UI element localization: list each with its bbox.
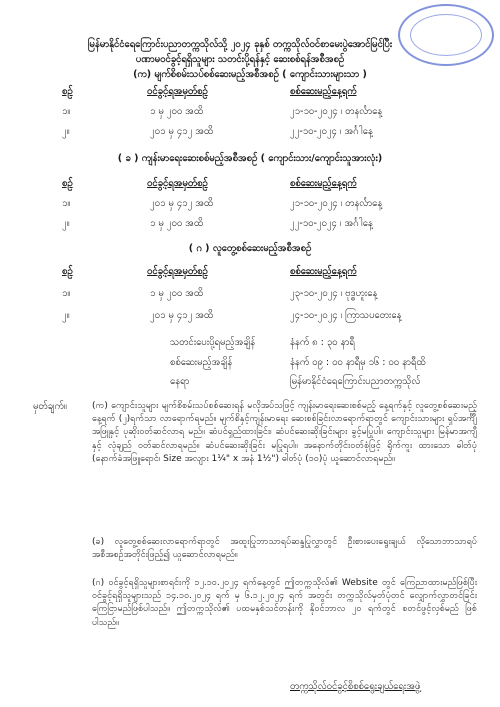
notes-heading: မှတ်ချက်။ [33,401,67,412]
section-a-header-no: စဉ် [62,86,73,97]
header-line-2: ပဏာမဝင်ခွင့်ရရှိသူများ သတင်းပို့ရန်နှင့် ဆေးစစ်ရန်အစီအစဉ် [135,54,345,65]
exam-time-value: နံနက် ၀၉ : ၀၀ နာရီမှ ၁၆ : ၀၀ နာရီထိ [290,357,426,368]
section-c-row-2-range: ၂၀၁ မှ ၄၁၂ အထိ [150,310,214,321]
exam-time-label: စစ်ဆေးမည့်အချိန် [170,357,233,368]
section-c-row-2-date: ၂၄-၁၀-၂၀၂၄ ၊ ကြာသပတေးနေ့ [290,310,402,321]
section-c-header-range: ဝင်ခွင့်ရအမှတ်စဉ် [147,266,208,277]
section-c-row-1-date: ၂၃-၁၀-၂၀၂၄ ၊ ဗုဒ္ဓဟူးနေ့ [290,288,378,299]
section-c-row-1-range: ၁ မှ ၂၀၀ အထိ [150,288,204,299]
section-a-row-1-range: ၁ မှ ၂၀၀ အထိ [150,106,204,117]
section-b-row-1-date: ၂၁-၁၀-၂၀၂၄ ၊ တနင်္လာနေ့ [290,198,383,209]
section-c-row-1-no: ၁။ [62,288,71,299]
section-a-row-1-date: ၂၁-၁၀-၂၀၂၄ ၊ တနင်္လာနေ့ [290,106,383,117]
section-b-row-1-range: ၂၀၁ မှ ၄၁၂ အထိ [150,198,214,209]
venue-label: နေရာ [170,376,190,387]
section-a-row-2-range: ၂၀၁ မှ ၄၁၂ အထိ [150,126,214,137]
section-c-header-no: စဉ် [62,266,73,277]
section-c-header-date: စစ်ဆေးမည့်နေ့ရက် [290,266,357,277]
header-line-1: မြန်မာနိုင်ငံရေကြောင်းပညာတက္ကသိုလ်သို့ ၂၀၂၄ ခုနှစ် တက္ကသိုလ်ဝင်စာမေးပွဲအောင်မြင်ပြီး [87,39,393,50]
committee-signature: တက္ကသိုလ်ဝင်ခွင့်စိစစ်ရွေးချယ်ရေးအဖွဲ့ [290,681,421,692]
section-b-title: ( ခ ) ကျန်းမာရေးဆေးစစ်မည့်အစီအစဉ် ( ကျောင်းသား/ကျောင်းသူအားလုံး) [117,153,383,164]
section-b-row-2-range: ၁ မှ ၂၀၀ အထိ [150,218,204,229]
note-item-b: (ခ) လူတွေ့စစ်ဆေးလာရောက်ရာတွင် အထူးပြုဘာသာရပ်ဆန္ဒပြုလွှာတွင် ဦးစားပေးရွေးချယ် လိုသောဘာသာရပ်အစီအစဉ်အတိုင်းဖြည့်၍ ယူဆောင်လာရမည်။ [92,537,477,561]
section-b-header-range: ဝင်ခွင့်ရအမှတ်စဉ် [147,178,208,189]
section-a-row-2-no: ၂။ [62,126,70,137]
report-time-value: နံနက် ၈ : ၃၀ နာရီ [290,337,355,348]
report-time-label: သတင်းပေးပို့ရမည့်အချိန် [170,337,256,348]
section-b-row-1-no: ၁။ [62,198,71,209]
section-b-row-2-no: ၂။ [62,218,70,229]
section-b-row-2-date: ၂၂-၁၀-၂၀၂၄ ၊ အင်္ဂါနေ့ [290,218,373,229]
section-a-row-2-date: ၂၂-၁၀-၂၀၂၄ ၊ အင်္ဂါနေ့ [290,126,373,137]
section-c-title: ( ဂ ) လူတွေ့စစ်ဆေးမည့်အစီအစဉ် [188,243,312,254]
venue-value: မြန်မာနိုင်ငံရေကြောင်းပညာတက္ကသိုလ် [290,376,421,387]
section-c-row-2-no: ၂။ [62,310,70,321]
section-a-header-range: ဝင်ခွင့်ရအမှတ်စဉ် [147,86,208,97]
section-a-header-date: စစ်ဆေးမည့်နေ့ရက် [290,86,357,97]
section-b-header-no: စဉ် [62,178,73,189]
note-item-c: (ဂ) ဝင်ခွင့်ရရှိသူများစာရင်းကို ၁၂.၁၀.၂၀၂၄ ရက်နေ့တွင် ဤတက္ကသိုလ်၏ Website တွင် ကြေညာထားမည်ဖြစ်ပြီး ဝင်ခွင့်ရရှိသူများသည် ၁၄.၁၀.၂၀၂၄ ရက် မှ ၆.၁၂.၂၀၂၄ ရက် အတွင်း တက္ကသိုလ်မှတ်ပုံတင် လျှောက်လွှာတင်ခြင်း ကြေငြာမည်ဖြစ်ပါသည်။ ဤတက္ကသိုလ်၏ ပထမနှစ်သင်တန်းကို နိုဝင်ဘာလ ၂၀ ရက်တွင် စတင်ဖွင့်လှစ်မည် ဖြစ်ပါသည်။ [92,578,477,628]
section-a-row-1-no: ၁။ [62,106,71,117]
seal-inner-ring [410,14,482,56]
section-b-header-date: စစ်ဆေးမည့်နေ့ရက် [290,178,357,189]
section-a-title: (က) မျက်စိစမ်းသပ်စစ်ဆေးမည့်အစီအစဉ် ( ကျောင်းသားများသာ ) [133,69,367,80]
note-item-a: (က) ကျောင်းသူများ မျက်စိစမ်းသပ်စစ်ဆေးရန် မလိုအပ်သဖြင့် ကျန်းမာရေးဆေးစစ်မည့် နေ့ရက်နှင့် လူတွေ့စစ်ဆေးမည့်နေ့ရက် (၂)ရက်သာ လာရောက်ရမည်။ မျက်စိနှင့်ကျန်းမာရေး ဆေးစစ်ခြင်းလာရောက်ရာတွင် ကျောင်းသားများ ရှပ်အင်္ကျီအဖြူနှင့် ပုဆိုးဝတ်ဆင်လာရ မည်။ ဆံပင်ရှည်ထားခြင်း၊ ဆံပင်ဆေးဆိုးခြင်းများ ခွင့်မပြုပါ။ ကျောင်းသူများ မြန်မာအကျီ နှင့် လုံချည် ဝတ်ဆင်လာရမည်။ ဆံပင်ဆေးဆိုးခြင်း မပြုရပါ။ အနောက်တိုင်းဝတ်စုံဖြင့် ရိုက်ကူး ထားသော ဓါတ်ပုံ (နောက်ခံအဖြူရောင်၊ Size အလျား 1¼" x အနံ 1½") ဓါတ်ပုံ (၁၀)ပုံ ယူဆောင်လာရမည်။ [92,401,477,464]
